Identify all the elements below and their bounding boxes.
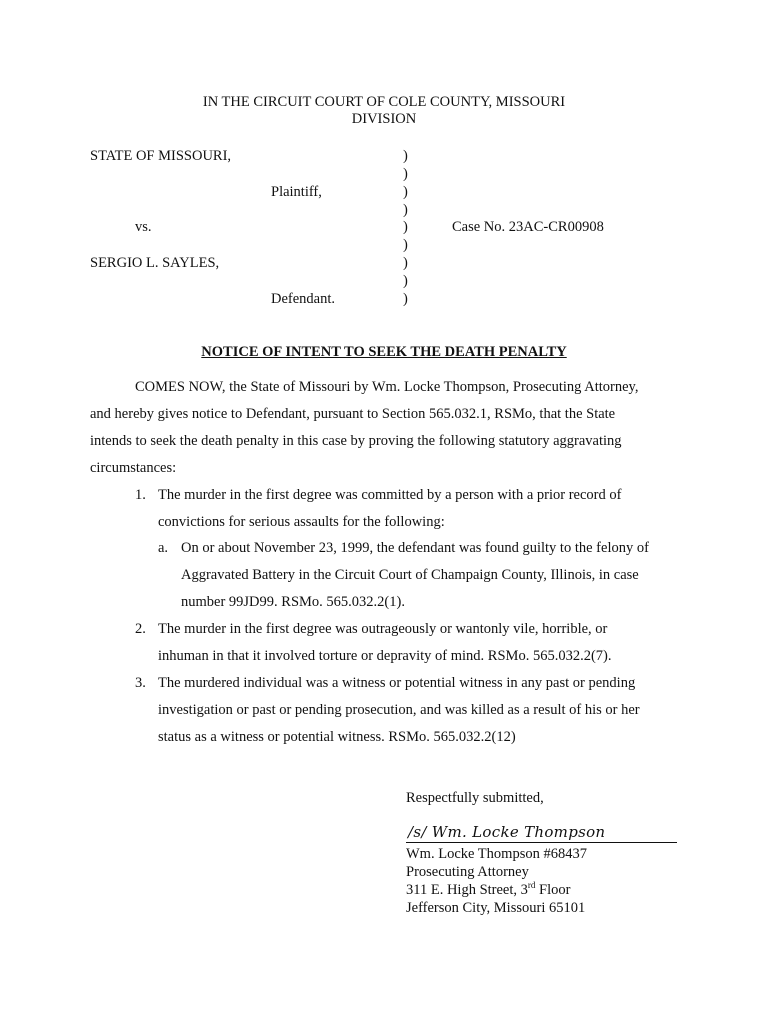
document-title: NOTICE OF INTENT TO SEEK THE DEATH PENALTY: [201, 344, 567, 360]
item-text: inhuman in that it involved torture or depravity of mind. RSMo. 565.032.2(7).: [158, 648, 612, 664]
plaintiff-role: Plaintiff,: [271, 184, 322, 200]
closing-text: Respectfully submitted,: [406, 790, 544, 806]
caption-paren: ): [403, 273, 408, 289]
caption-paren: ): [403, 255, 408, 271]
item-marker: 1.: [135, 487, 146, 503]
address-street: 311 E. High Street, 3: [406, 882, 528, 898]
caption-paren: ): [403, 291, 408, 307]
office-address: [406, 882, 570, 899]
intro-line: intends to seek the death penalty in this case by proving the following statutory aggravating: [90, 433, 622, 449]
intro-line: and hereby gives notice to Defendant, pursuant to Section 565.032.1, RSMo, that the State: [90, 406, 616, 422]
subitem-text: Aggravated Battery in the Circuit Court of Champaign County, Illinois, in case: [181, 567, 639, 583]
address-ordinal: rd: [527, 880, 536, 891]
caption-paren: ): [403, 184, 408, 200]
defendant-role: Defendant.: [271, 291, 336, 307]
intro-line: COMES NOW, the State of Missouri by Wm. Locke Thompson, Prosecuting Attorney,: [135, 379, 639, 395]
office-city: Jefferson City, Missouri 65101: [406, 900, 586, 916]
item-text: The murder in the first degree was outrageously or wantonly vile, horrible, or: [158, 621, 608, 637]
caption-paren: ): [403, 148, 408, 164]
attorney-name: Wm. Locke Thompson #68437: [406, 846, 587, 862]
intro-line: circumstances:: [90, 460, 177, 476]
caption-paren: ): [403, 166, 408, 182]
subitem-marker: a.: [158, 540, 169, 556]
subitem-text: number 99JD99. RSMo. 565.032.2(1).: [181, 594, 405, 610]
item-text: The murder in the first degree was committed by a person with a prior record of: [158, 487, 622, 503]
division-heading: DIVISION: [351, 111, 417, 127]
subitem-text: On or about November 23, 1999, the defendant was found guilty to the felony of: [181, 540, 649, 556]
attorney-title: Prosecuting Attorney: [406, 864, 529, 880]
defendant-name: SERGIO L. SAYLES,: [90, 255, 220, 271]
item-text: convictions for serious assaults for the following:: [158, 514, 445, 530]
court-heading: IN THE CIRCUIT COURT OF COLE COUNTY, MISSOURI: [202, 94, 566, 110]
versus-label: vs.: [135, 219, 152, 235]
caption-paren: ): [403, 237, 408, 253]
caption-paren: ): [403, 202, 408, 218]
signature-line: [406, 822, 677, 843]
item-text: investigation or past or pending prosecution, and was killed as a result of his or her: [158, 702, 640, 718]
item-text: The murdered individual was a witness or potential witness in any past or pending: [158, 675, 636, 691]
e-signature: /s/ Wm. Locke Thompson: [408, 823, 606, 841]
item-marker: 3.: [135, 675, 146, 691]
address-floor: Floor: [535, 882, 571, 898]
item-marker: 2.: [135, 621, 146, 637]
item-text: status as a witness or potential witness. RSMo. 565.032.2(12): [158, 729, 516, 745]
case-number: Case No. 23AC-CR00908: [452, 219, 604, 235]
caption-paren: ): [403, 219, 408, 235]
plaintiff-name: STATE OF MISSOURI,: [90, 148, 232, 164]
